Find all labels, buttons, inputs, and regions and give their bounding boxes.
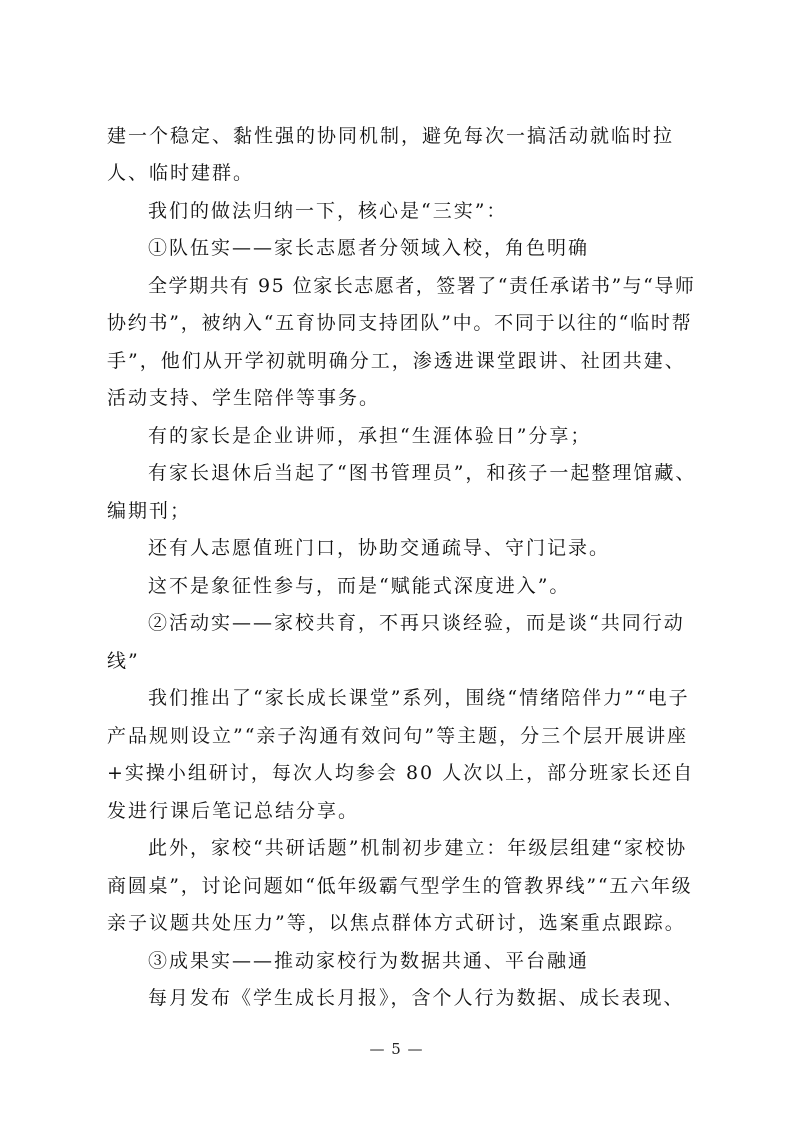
page-number: — 5 — (369, 1040, 424, 1058)
section-heading-2: ②活动实——家校共育，不再只谈经验，而是谈“共同行动 (148, 612, 685, 634)
body-line-20: 此外，家校“共研话题”机制初步建立：年级层组建“家校协 (148, 837, 688, 859)
body-line-6: 协约书”，被纳入“五育协同支持团队”中。不同于以往的“临时帮 (107, 312, 693, 334)
body-line-18: +实操小组研讨，每次人均参会 80 人次以上，部分班家长还自 (107, 762, 695, 784)
body-line-13: 这不是象征性参与，而是“赋能式深度进入”。 (148, 575, 571, 597)
body-line-10: 有家长退休后当起了“图书管理员”，和孩子一起整理馆藏、 (148, 462, 697, 484)
body-line-24: 每月发布《学生成长月报》，含个人行为数据、成长表现、 (148, 987, 685, 1009)
body-line-22: 亲子议题共处压力”等，以焦点群体方式研讨，选案重点跟踪。 (107, 912, 686, 934)
body-line-9: 有的家长是企业讲师，承担“生涯体验日”分享； (148, 425, 592, 447)
body-line-17: 产品规则设立”“亲子沟通有效问句”等主题，分三个层开展讲座 (107, 725, 689, 747)
body-line-2: 人、临时建群。 (107, 162, 255, 184)
body-line-11: 编期刊； (107, 500, 192, 522)
body-line-7: 手”，他们从开学初就明确分工，渗透进课堂跟讲、社团共建、 (107, 350, 686, 372)
body-line-5: 全学期共有 95 位家长志愿者，签署了“责任承诺书”与“导师 (148, 275, 696, 297)
body-line-16: 我们推出了“家长成长课堂”系列，围绕“情绪陪伴力”“电子 (148, 687, 690, 709)
section-heading-3: ③成果实——推动家校行为数据共通、平台融通 (148, 950, 590, 972)
body-line-3: 我们的做法归纳一下，核心是“三实”： (148, 200, 508, 222)
body-line-19: 发进行课后笔记总结分享。 (107, 800, 360, 822)
body-line-1: 建一个稳定、黏性强的协同机制，避免每次一搞活动就临时拉 (107, 125, 675, 147)
section-heading-1: ①队伍实——家长志愿者分领域入校，角色明确 (148, 237, 590, 259)
body-line-21: 商圆桌”，讨论问题如“低年级霸气型学生的管教界线”“五六年级 (107, 875, 693, 897)
body-line-12: 还有人志愿值班门口，协助交通疏导、守门记录。 (148, 537, 611, 559)
body-line-8: 活动支持、学生陪伴等事务。 (107, 387, 381, 409)
section-heading-2-cont: 线” (107, 650, 140, 672)
